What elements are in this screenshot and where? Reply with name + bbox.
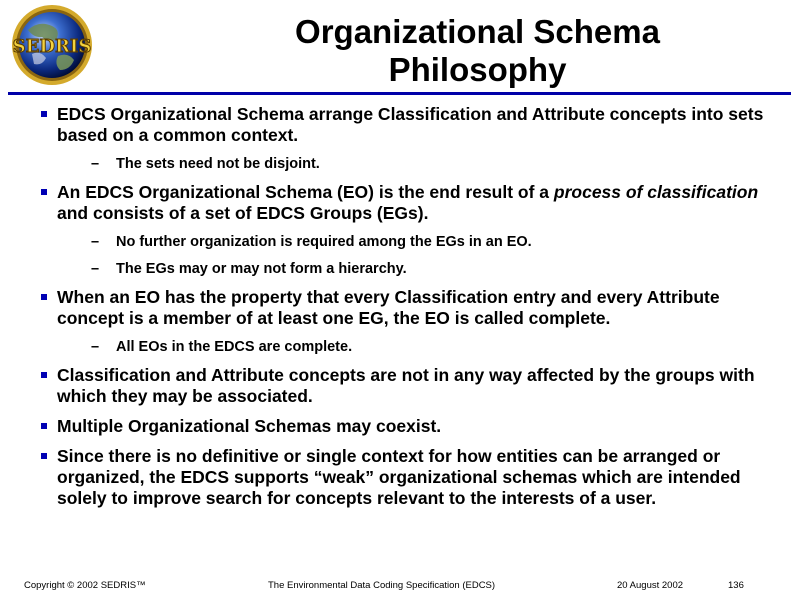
bullet-list xyxy=(0,104,800,518)
bullet-item xyxy=(0,416,780,437)
bullet-square-icon xyxy=(41,453,47,459)
title-line-1: Organizational Schema xyxy=(295,13,660,50)
bullet-square-icon xyxy=(41,111,47,117)
bullet-text: An EDCS Organizational Schema (EO) is the end result of a xyxy=(57,182,554,202)
sub-bullet-text: No further organization is required among the EGs in an EO. xyxy=(116,234,532,250)
bullet-text: and consists of a set of EDCS Groups (EGs). xyxy=(57,203,429,223)
bullet-item xyxy=(0,104,780,146)
title-line-2: Philosophy xyxy=(388,51,567,88)
bullet-square-icon xyxy=(41,294,47,300)
title-divider xyxy=(8,92,791,95)
sub-bullet-text: The EGs may or may not form a hierarchy. xyxy=(116,261,407,277)
sub-bullet-text: All EOs in the EDCS are complete. xyxy=(116,339,353,355)
footer-date: 20 August 2002 xyxy=(617,580,684,591)
footer-document-title: The Environmental Data Coding Specification (EDCS) xyxy=(268,580,496,591)
bullet-square-icon xyxy=(41,372,47,378)
dash-icon: – xyxy=(91,156,100,172)
sub-bullet-item xyxy=(0,338,780,356)
sub-bullet-item xyxy=(0,233,780,251)
sub-bullet-item xyxy=(0,260,780,278)
dash-icon: – xyxy=(91,339,100,355)
bullet-square-icon xyxy=(41,189,47,195)
globe-logo-icon xyxy=(6,4,98,86)
footer-copyright: Copyright © 2002 SEDRIS™ xyxy=(24,580,146,591)
bullet-text: When an EO has the property that every Classification entry and every Attribute concept is a member of at least one EG, the EO is called complete. xyxy=(57,287,720,328)
bullet-item xyxy=(0,287,780,329)
sub-bullet-item xyxy=(0,155,780,173)
bullet-text: Multiple Organizational Schemas may coexist. xyxy=(57,416,442,436)
bullet-text: process of classification xyxy=(553,182,759,202)
dash-icon: – xyxy=(91,261,100,277)
bullet-text: EDCS Organizational Schema arrange Classification and Attribute concepts into sets based on a common context. xyxy=(57,104,764,145)
bullet-text: Since there is no definitive or single context for how entities can be arranged or organized, the EDCS supports “weak” organizational schemas which are intended solely to improve search for concepts relevant to the interests of a user. xyxy=(57,446,741,508)
bullet-item xyxy=(0,182,780,224)
dash-icon: – xyxy=(91,234,100,250)
slide-title xyxy=(170,13,785,89)
bullet-item xyxy=(0,446,780,509)
sub-bullet-text: The sets need not be disjoint. xyxy=(116,156,320,172)
logo-text: SEDRIS xyxy=(12,36,92,57)
bullet-item xyxy=(0,365,780,407)
footer-page-number: 136 xyxy=(728,580,744,591)
sedris-logo xyxy=(6,4,98,86)
bullet-text: Classification and Attribute concepts are not in any way affected by the groups with which they may be associated. xyxy=(57,365,755,406)
bullet-square-icon xyxy=(41,423,47,429)
